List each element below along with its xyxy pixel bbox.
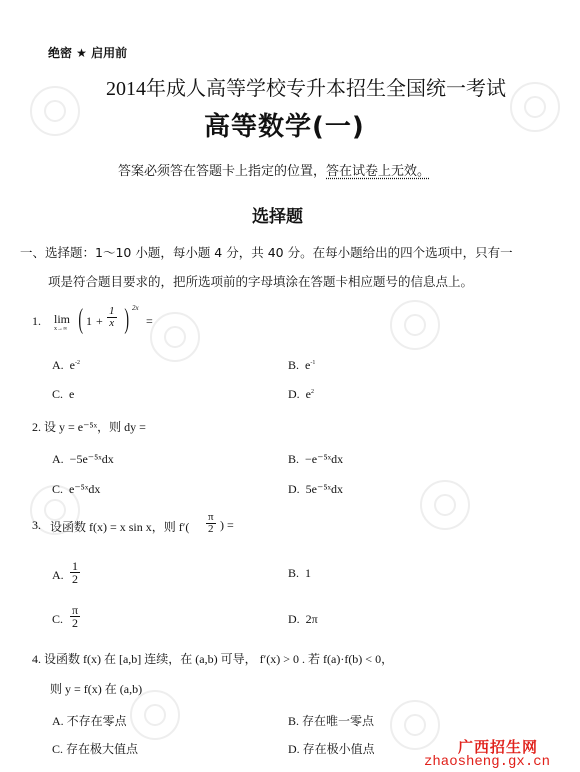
option-value: 2π	[305, 612, 318, 626]
limit-subscript: x→∞	[54, 326, 68, 332]
option-exponent: 2	[311, 389, 314, 395]
watermark-seal	[30, 86, 80, 136]
question-2-stem	[32, 418, 146, 435]
option-exponent: -1	[310, 360, 316, 366]
q1-option-a[interactable]	[52, 358, 80, 373]
fraction-denominator: x	[109, 317, 115, 329]
q4-option-a[interactable]	[52, 712, 127, 729]
notice-part-b: 答在试卷上无效。	[326, 163, 431, 178]
q1-option-d[interactable]	[288, 387, 314, 402]
option-letter: C.	[52, 612, 64, 626]
question-number: 1.	[32, 314, 41, 328]
notice-part-a: 答案必须答在答题卡上指定的位置，	[118, 163, 327, 178]
option-letter: C.	[52, 387, 64, 401]
site-url-watermark: zhaosheng.gx.cn	[424, 754, 551, 770]
fraction-numerator: 1	[72, 559, 78, 573]
instructions-line-1: 一、选择题：1～10 小题，每小题 4 分，共 40 分。在每小题给出的四个选项中，只有一	[20, 245, 513, 260]
option-letter: C.	[52, 742, 64, 756]
fraction-1-over-x	[107, 306, 117, 329]
option-letter: D.	[288, 387, 300, 401]
option-value: −e⁻⁵ˣdx	[305, 452, 344, 466]
fraction-numerator: π	[72, 603, 79, 617]
q1-option-c[interactable]	[52, 387, 74, 402]
option-fraction	[70, 560, 80, 585]
watermark-seal	[510, 82, 560, 132]
option-value: e	[69, 387, 75, 401]
option-letter: B.	[288, 452, 300, 466]
option-value: 不存在零点	[66, 714, 127, 728]
option-letter: D.	[288, 482, 300, 496]
option-exponent: -2	[75, 360, 80, 366]
option-value: e	[305, 387, 311, 401]
question-text: 设 y = e⁻⁵ˣ，则 dy =	[44, 420, 146, 434]
exponent: 2x	[132, 304, 139, 312]
q1-option-b[interactable]	[288, 358, 315, 373]
fraction-denominator: 2	[208, 523, 214, 535]
q2-option-d[interactable]	[288, 482, 343, 497]
option-letter: A.	[52, 452, 64, 466]
question-4-stem-line-2: 则 y = f(x) 在 (a,b)	[50, 682, 143, 696]
question-number: 3.	[32, 518, 41, 532]
fraction-numerator: 1	[109, 305, 115, 317]
question-text: 设函数 f(x) 在 [a,b] 连续，在 (a,b) 可导， f′(x) > 0 . 若 f(a)·f(b) < 0，	[44, 652, 394, 666]
watermark-seal	[390, 700, 440, 750]
instructions-line-2: 项是符合题目要求的，把所选项前的字母填涂在答题卡相应题号的信息点上。	[48, 274, 474, 289]
subject-title: 高等数学(一)	[204, 112, 365, 142]
q3-option-a[interactable]	[52, 560, 112, 594]
section-title: 选择题	[252, 207, 303, 227]
term-one: 1	[86, 314, 92, 328]
question-4-stem-line-1	[32, 650, 393, 667]
q4-option-b[interactable]	[288, 712, 374, 729]
right-paren: )	[124, 304, 129, 335]
question-number: 4.	[32, 652, 41, 666]
question-number: 2.	[32, 420, 41, 434]
watermark-seal	[390, 300, 440, 350]
limit-operator: lim	[54, 312, 71, 326]
q3-option-c[interactable]	[52, 604, 112, 638]
secret-label: 绝密 ★ 启用前	[48, 46, 128, 60]
option-value: −5e⁻⁵ˣdx	[69, 452, 114, 466]
notice	[118, 160, 430, 179]
q4-option-d[interactable]	[288, 740, 375, 757]
fraction-numerator: π	[208, 511, 214, 523]
option-letter: A.	[52, 714, 64, 728]
option-value: 存在极小值点	[302, 742, 375, 756]
option-value: 5e⁻⁵ˣdx	[305, 482, 343, 496]
question-text-tail: ) =	[220, 518, 234, 532]
fraction-pi-over-2	[206, 512, 216, 535]
plus-sign: +	[96, 314, 103, 328]
exam-title: 2014年成人高等学校专升本招生全国统一考试	[106, 78, 506, 100]
left-paren: (	[78, 304, 83, 335]
option-letter: B.	[288, 566, 300, 580]
question-text: 设函数 f(x) = x sin x，则 f′(	[50, 520, 190, 534]
watermark-seal	[150, 312, 200, 362]
option-letter: C.	[52, 482, 64, 496]
option-letter: B.	[288, 358, 300, 372]
equals-sign: =	[146, 314, 153, 328]
site-name-watermark: 广西招生网	[458, 738, 539, 756]
fraction-denominator: 2	[72, 616, 79, 630]
option-value: e	[305, 358, 311, 372]
q4-option-c[interactable]	[52, 740, 138, 757]
option-value: e	[69, 358, 75, 372]
watermark-seal	[420, 480, 470, 530]
option-value: 存在唯一零点	[302, 714, 375, 728]
option-fraction	[70, 604, 80, 629]
q2-option-c[interactable]	[52, 482, 100, 497]
option-letter: A.	[52, 358, 64, 372]
q2-option-b[interactable]	[288, 452, 343, 467]
option-value: 存在极大值点	[66, 742, 139, 756]
fraction-denominator: 2	[72, 572, 78, 586]
option-value: e⁻⁵ˣdx	[69, 482, 101, 496]
option-letter: D.	[288, 612, 300, 626]
q3-option-d[interactable]	[288, 612, 318, 627]
option-letter: D.	[288, 742, 300, 756]
q2-option-a[interactable]	[52, 452, 114, 467]
watermark-seal	[130, 690, 180, 740]
option-value: 1	[305, 566, 312, 580]
q3-option-b[interactable]	[288, 566, 311, 581]
option-letter: A.	[52, 568, 64, 582]
option-letter: B.	[288, 714, 300, 728]
